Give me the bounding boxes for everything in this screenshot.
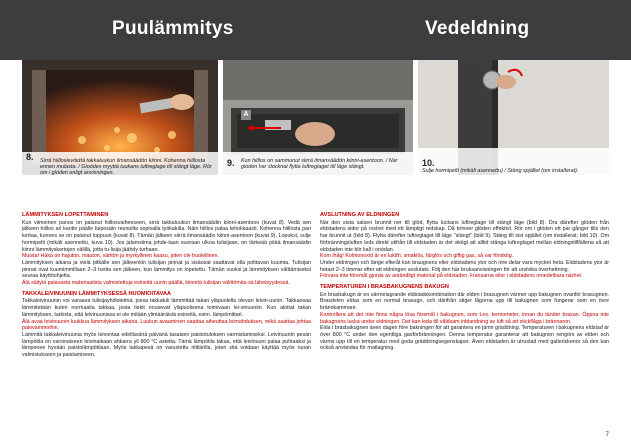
photo-caption-8: Sirrä hiilloslevitettä takkaluukun ilmansäädön kiinni. Kohenna hiillosta ennen mulasta. / Gloödes myyttä luukans luftreglage till stängt läge. Rör om i glöden enligt anvisningen. [40,158,212,175]
paragraph: Takkaleivinuunin voi varaava tulisijayhdistelmä, jossa takkatuli lämmittää takan yläpuolella olevan leivin-uunin. Takkaosaa lämmitetään kuten normaalia takkaa, josta liekit nousevat yläpuolisena toimivaan lei-vinuuniin. Kun aloitat takan lämmityksen, tarkista, että leivinuunissa ei ole mitään ylimääräisiä esineitä, esim. lämpömittari. [22,298,311,318]
paragraph: Lämmityksen aikana ja vielä pitkälle sen jälkeenkin tulisijan pinnat ja sisäosat saattavat olla polttavan kuumia. Tulisijan pinnat ovat kuumimmillaan 2–3 tuntia sen jälkeen, kun lämmitys on lopetettu. Tämän vuoksi ja lämmityksen välttämiseksi seuraa käyttöohjetta. [22,259,311,280]
title-puulammitys: Puulämmitys [112,18,234,39]
photo-number-8: 8. [26,152,34,162]
damper-illustration [418,60,609,175]
heading-lammityksen-lopettaminen: LÄMMITYKSEN LOPETTAMINEN [22,212,109,218]
title-vedeldning: Vedeldning [425,18,530,39]
warning-text: Kontrollera att det inte finns några lösa föremål i bakugnen, som t.ex. termometer, innan du tänder brasan. Öppna inte bakugnens lucka under eldningen. Det kan leda till våldsam inblandning av luft så att stickflåga i brännaren. [320,311,609,325]
paragraph: Lämmitä takkaleivinuunia myös leivontaa edeltävänä päivänä tasaisen paistotuloksen varmistamiseksi. Leivinuunin pesän lämpötila on varsinaiseen leivinaikaan ahkarra yli 800 °C astetta. Tämä lämpötila takaa, että leivinuuni palaa puhtaaksi ja lämpenee hyvään paistolämpötilaan. Myös takkapesä on varustettu riitilärilla, joten sitä voidaan käyttää myös ruoan valmistukseen ja paistamiseen. [22,331,311,359]
warning-text: Muista! Häkä on hajuton, mauton, väritön ja myrkyllinen kaasu, joten ole huolellinen. [22,253,219,260]
paragraph: Under eldningen och länge efteråt kan braugnens eller eldstadens ytor och inre delar vara mycket heta. Eldstadens ytor är hetast 2–3 timmar efter att eldningen avslutats. Följ den här bruksanvisningen för att undvika överhettning. [320,259,609,273]
photo-fireplace-embers [22,60,218,175]
heading-takkaleivinuuni: TAKKALEIVINUUNIN LÄMMITYKSESSÄ HUOMIOITAVAA [22,290,172,297]
heading-temperaturen: TEMPERATUREN I BRASBAKUGNENS BAKUGN [320,284,449,291]
photo-caption-9: Kun hiillos on sammunut siirrä ilmansäädön kiinni-asentoon. / När gloden har slocknat flytta luftreglaget till läge stängt. [241,158,398,170]
page-number: 7 [605,432,609,438]
paragraph: Kun viimeinen panos on palanut hiillosvaiheeseen, sirrä takkaluukun ilmansäädin kiinni-asentoon (kuvat 8). Vedä sen jälkeen hiillos ari kantin päälle tuiposäin reunoilta sopivalla työkalulla. Näin hiillos palaa tehokkaasti. Kohenna hiillosta pari kertaa, kunnes se on palanut loppuun (kuvat 8). Tämän jälkeen siirrä ilmansäädin kiinni-asentoon (kuvat 9). Lopuksi, sulje hormipelti (mikäli asennettu, kuva 10). Jos jalamsiima johde-taan suoraan ulkoa tulisijaan, on tärkeää pitää ilmansäädin kiinni lämmityskertojen välillä, jotta tu-lisija jäähdy turhaan. [22,219,311,253]
photo-label-a: A [241,110,251,120]
paragraph: Elda i brasbakugnen även dagen före bakningen för att garantera en jämn gräddning. Temperaturen i bakugnens eldstad är över 800 °C under den egentliga gasförbränningen. Denna temperatur garanterar att bakugnen rengörs av elden och värms upp till en temperatur med goda gräddningsegenskaper. Även eldstaden är utrustad med galleriskenor så den kan också användas för matlagning. [320,325,609,352]
left-column [22,212,311,359]
photo-number-9: 9. [227,158,235,168]
page-header [0,0,631,60]
paragraph: En brasbakugn är en värmelagrande eldstadskombination där elden i brasugnen värmer upp bakugnen ovanför brasugnen. Brasdelen eldas som en normal brasugn, och därifrån stiger lågorna upp till bakugnen som fungerar som en övre brännkammare. [320,291,609,312]
right-column [320,212,609,352]
photo-caption-10: Sulje hormipelti (mikäli asennettu) / Stäng spjället (om installerat). [422,168,579,174]
photo-number-10: 10. [422,158,435,168]
warning-text: Älä avaa leivinuunin luukkua lämmityksen aikana. Luukun avaaminen saattaa aiheuttaa leimahduksen, mikä saattaa johtaa palovammoihin. [22,318,311,332]
heading-avslutning: AVSLUTNING AV ELDNINGEN [320,212,400,218]
photo-damper [418,60,609,175]
warning-text: Förvara inte föremål gjorda av antändligt material på eldstaden, kransarna eller i eldstadens omedelbara närhet. [320,273,583,280]
paragraph: När den sista satsen brunnit ner till glöd, flytta luckans luftreglage till stängt läge (bild 8). Dra därefter glöden från eldstadens sidor på rostret med ett lämpligt redskap. Då brinner glöden effektivt. Rör om i glöden ett par gånger tills den har brunnit ut (bild 8). Flytta därefter luftreglaget till läge "stängt" (bild 9). Stäng till sist spjället (om installerat; bild 10). Om förbränningsluften leds direkt utifrån till eldstaden är det viktigt att alltid stänga luftreglaget mellan eldningstillfällena så att eldstaden inte blir kall i onödan. [320,219,609,253]
photo-air-regulator [223,60,413,175]
warning-text: Älä säilytä palavasta materiaalista valmistettuja esineitä uunin päällä, kiinnitä tulisijan välittömäs-sä läheisyydessä. [22,280,290,287]
warning-text: Kom ihåg! Kolmonoxid är en luktfri, smaklös, färglös och giftig gas, så var försiktig. [320,253,514,260]
